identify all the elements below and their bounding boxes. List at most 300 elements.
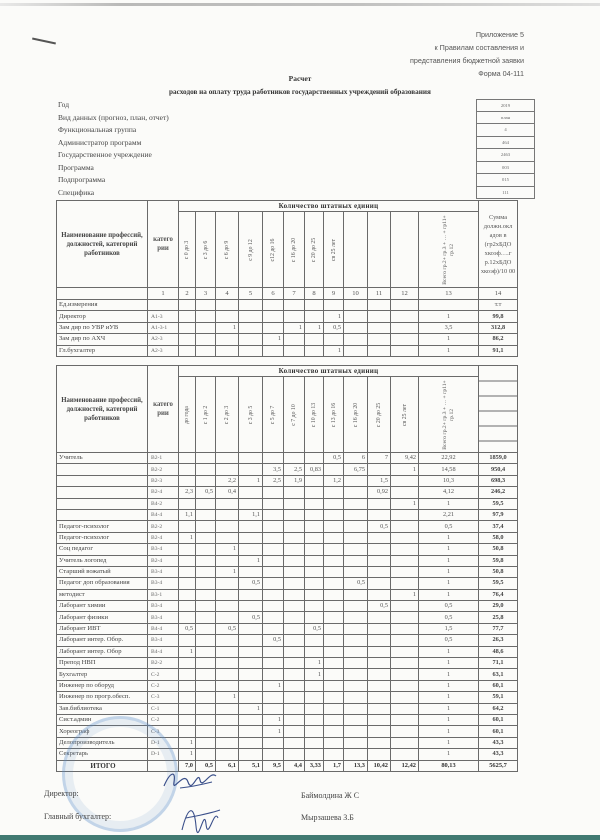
table-row xyxy=(57,311,518,322)
row-value: 1 xyxy=(179,646,196,657)
header-sum xyxy=(479,366,518,453)
row-total: 10,3 xyxy=(419,475,479,486)
row-name: Лаборант физики xyxy=(57,612,148,623)
row-value: 1 xyxy=(179,749,196,760)
row-total: 0,5 xyxy=(419,635,479,646)
accountant-name: Мырзашева З.Б xyxy=(301,813,354,822)
row-sum: 71,1 xyxy=(479,658,518,669)
table-row xyxy=(57,464,518,475)
row-value: 1,1 xyxy=(239,509,263,520)
table-row xyxy=(57,555,518,566)
row-category: В3-4 xyxy=(148,612,179,623)
row-value: 0,5 xyxy=(324,453,344,464)
row-value xyxy=(179,658,196,669)
row-sum: 63,1 xyxy=(479,669,518,680)
index-cell: 4 xyxy=(216,288,239,300)
meta-row xyxy=(56,162,546,175)
row-value xyxy=(179,498,196,509)
row-value xyxy=(179,589,196,600)
row-value xyxy=(344,532,368,543)
row-total: 1 xyxy=(419,498,479,509)
row-value xyxy=(305,311,324,322)
row-category: В2-1 xyxy=(148,453,179,464)
row-value xyxy=(391,726,419,737)
row-value xyxy=(305,566,324,577)
column-header-label: с 1 до 2 xyxy=(202,405,209,424)
row-total: 1 xyxy=(419,544,479,555)
row-category: А2-3 xyxy=(148,334,179,345)
row-category: С-3 xyxy=(148,692,179,703)
row-value xyxy=(239,498,263,509)
row-sum: 59,5 xyxy=(479,498,518,509)
row-value xyxy=(284,646,305,657)
row-value xyxy=(179,635,196,646)
row-value xyxy=(344,703,368,714)
row-total: 1 xyxy=(419,714,479,725)
row-value: 2,2 xyxy=(216,475,239,486)
index-cell: 12 xyxy=(391,288,419,300)
table-row xyxy=(57,669,518,680)
row-value: 13,3 xyxy=(344,760,368,771)
row-value xyxy=(239,669,263,680)
row-value xyxy=(196,475,216,486)
column-header xyxy=(368,212,391,288)
row-value xyxy=(239,635,263,646)
column-header-label: с 2 до 3 xyxy=(224,405,230,424)
header-category: катего рии xyxy=(148,201,179,288)
row-value xyxy=(344,322,368,333)
table-row xyxy=(57,453,518,464)
index-cell: 1 xyxy=(148,288,179,300)
row-value xyxy=(263,487,284,498)
row-value xyxy=(284,566,305,577)
row-total: 3,5 xyxy=(419,322,479,333)
table-row xyxy=(57,635,518,646)
column-header-label xyxy=(400,216,410,284)
document-title: Расчет xyxy=(288,74,312,83)
row-value xyxy=(368,334,391,345)
row-total: 1,5 xyxy=(419,623,479,634)
table-row xyxy=(57,521,518,532)
row-value xyxy=(179,703,196,714)
row-value xyxy=(344,555,368,566)
row-category: В2-2 xyxy=(148,464,179,475)
row-name: Зам дир по УВР иУВ xyxy=(57,322,148,333)
row-value: 1 xyxy=(305,322,324,333)
column-header xyxy=(344,212,368,288)
row-value xyxy=(344,566,368,577)
row-name xyxy=(57,509,148,520)
row-value xyxy=(368,464,391,475)
row-value xyxy=(284,635,305,646)
index-cell: 10 xyxy=(344,288,368,300)
row-value xyxy=(196,612,216,623)
header-group: Количество штатных единиц xyxy=(179,201,479,212)
row-value xyxy=(216,334,239,345)
row-sum: 50,8 xyxy=(479,544,518,555)
row-value xyxy=(216,612,239,623)
row-value xyxy=(239,623,263,634)
row-category: В3-1 xyxy=(148,589,179,600)
row-value xyxy=(196,453,216,464)
row-value xyxy=(196,578,216,589)
column-header-label: с 3 до 5 xyxy=(247,405,254,424)
row-name: Препод НВП xyxy=(57,658,148,669)
empty-cell xyxy=(368,300,391,311)
column-header xyxy=(391,377,419,453)
row-name: Педагог-психолог xyxy=(57,521,148,532)
row-value xyxy=(263,578,284,589)
row-name: Лаборант интер. Обор xyxy=(57,646,148,657)
column-header-label: с 0 до 3 xyxy=(184,240,190,259)
row-value xyxy=(239,453,263,464)
row-value: 6,75 xyxy=(344,464,368,475)
row-value xyxy=(196,322,216,333)
row-value: 7 xyxy=(368,453,391,464)
row-name: Хореограф xyxy=(57,726,148,737)
row-value xyxy=(263,555,284,566)
row-value xyxy=(196,345,216,356)
row-value xyxy=(391,658,419,669)
row-total: 0,5 xyxy=(419,601,479,612)
row-value: 1 xyxy=(284,322,305,333)
row-value xyxy=(305,498,324,509)
meta-value: 2019 xyxy=(476,99,535,112)
row-value xyxy=(391,521,419,532)
meta-label: Подпрограмма xyxy=(58,175,106,184)
row-value xyxy=(179,726,196,737)
row-value xyxy=(216,635,239,646)
row-value xyxy=(368,714,391,725)
empty-cell xyxy=(391,300,419,311)
row-value: 1 xyxy=(216,692,239,703)
index-cell: 13 xyxy=(419,288,479,300)
meta-value: план xyxy=(476,112,535,125)
meta-label: Вид данных (прогноз, план, отчет) xyxy=(58,112,169,122)
row-value: 0,5 xyxy=(368,521,391,532)
accountant-signature xyxy=(176,800,226,834)
row-value xyxy=(305,714,324,725)
row-sum: 312,8 xyxy=(479,322,518,333)
row-total: 1 xyxy=(419,311,479,322)
row-value xyxy=(196,334,216,345)
table-row xyxy=(57,322,518,333)
meta-value: 111 xyxy=(476,187,535,200)
row-total: 1 xyxy=(419,532,479,543)
row-value xyxy=(324,566,344,577)
row-value: 5,1 xyxy=(239,760,263,771)
meta-row xyxy=(56,124,546,137)
index-cell: 9 xyxy=(324,288,344,300)
row-sum: 25,8 xyxy=(479,612,518,623)
row-value xyxy=(196,703,216,714)
column-header-label: с 16 до 20 xyxy=(352,402,359,427)
appendix-note xyxy=(410,28,524,80)
column-header xyxy=(239,212,263,288)
row-value xyxy=(324,669,344,680)
row-value xyxy=(284,498,305,509)
row-sum: 43,3 xyxy=(479,737,518,748)
row-value xyxy=(324,726,344,737)
row-value xyxy=(284,612,305,623)
row-value xyxy=(263,322,284,333)
row-value xyxy=(324,635,344,646)
row-value xyxy=(344,623,368,634)
row-value xyxy=(216,737,239,748)
scan-edge-line xyxy=(0,3,600,6)
table-row xyxy=(57,532,518,543)
row-value xyxy=(305,578,324,589)
row-value: 1 xyxy=(179,737,196,748)
row-value xyxy=(344,612,368,623)
column-header-total-label: Всего гр.2+ гр.3 + … + гр11+ гр.12 xyxy=(441,214,455,285)
index-cell: 11 xyxy=(368,288,391,300)
row-value: 6,1 xyxy=(216,760,239,771)
row-value xyxy=(239,521,263,532)
row-value xyxy=(196,601,216,612)
row-value xyxy=(284,726,305,737)
row-value xyxy=(391,475,419,486)
row-total: 1 xyxy=(419,692,479,703)
header-row xyxy=(57,366,518,377)
row-category: А1-3-1 xyxy=(148,322,179,333)
staff-table-management xyxy=(56,200,518,357)
empty-cell xyxy=(148,300,179,311)
row-value xyxy=(344,749,368,760)
row-value xyxy=(263,509,284,520)
row-value xyxy=(216,345,239,356)
row-category: С-2 xyxy=(148,669,179,680)
row-value xyxy=(305,646,324,657)
row-value xyxy=(239,726,263,737)
row-category: В3-4 xyxy=(148,601,179,612)
column-header xyxy=(344,377,368,453)
row-value xyxy=(284,334,305,345)
row-name: Зав.библиотека xyxy=(57,703,148,714)
row-value xyxy=(179,345,196,356)
row-value xyxy=(344,475,368,486)
table-row xyxy=(57,334,518,345)
row-value xyxy=(284,680,305,691)
row-value xyxy=(368,532,391,543)
row-value xyxy=(284,658,305,669)
row-value xyxy=(368,680,391,691)
row-value xyxy=(324,578,344,589)
row-value xyxy=(216,532,239,543)
row-value xyxy=(368,566,391,577)
row-value xyxy=(305,544,324,555)
row-value xyxy=(368,555,391,566)
row-value xyxy=(216,555,239,566)
row-value xyxy=(263,601,284,612)
column-header xyxy=(324,212,344,288)
row-value xyxy=(305,635,324,646)
row-value xyxy=(196,658,216,669)
row-value xyxy=(179,544,196,555)
row-value: 0,5 xyxy=(216,623,239,634)
row-value xyxy=(324,589,344,600)
row-value xyxy=(391,566,419,577)
meta-row xyxy=(56,137,546,150)
row-sum: 5625,7 xyxy=(479,760,518,771)
row-value xyxy=(216,714,239,725)
row-value xyxy=(196,544,216,555)
column-header-label xyxy=(374,216,384,284)
row-value xyxy=(324,714,344,725)
meta-value: 015 xyxy=(476,174,535,187)
row-value xyxy=(196,589,216,600)
meta-row xyxy=(56,112,546,125)
row-value: 1,1 xyxy=(179,509,196,520)
row-value xyxy=(196,714,216,725)
column-header-label xyxy=(351,216,361,284)
row-value xyxy=(305,680,324,691)
meta-value: 464 xyxy=(476,137,535,150)
row-value xyxy=(179,555,196,566)
column-header-label: с 20 до 25 xyxy=(311,237,317,262)
row-value xyxy=(324,464,344,475)
row-value xyxy=(305,532,324,543)
header-group: Количество штатных единиц xyxy=(179,366,479,377)
column-header-total xyxy=(419,377,479,453)
row-value: 2,5 xyxy=(263,475,284,486)
row-value xyxy=(263,623,284,634)
row-value xyxy=(284,544,305,555)
unit-value: т.т xyxy=(479,300,518,311)
row-value xyxy=(284,749,305,760)
row-value xyxy=(391,635,419,646)
table-row xyxy=(57,498,518,509)
column-header-label: с 7 до 10 xyxy=(291,403,297,426)
row-total: 1 xyxy=(419,669,479,680)
row-value xyxy=(179,692,196,703)
row-value xyxy=(391,532,419,543)
row-total: 1 xyxy=(419,703,479,714)
row-value xyxy=(344,521,368,532)
row-name xyxy=(57,487,148,498)
row-name: методист xyxy=(57,589,148,600)
row-total: 0,5 xyxy=(419,521,479,532)
row-value xyxy=(179,669,196,680)
row-sum: 48,6 xyxy=(479,646,518,657)
row-value xyxy=(368,646,391,657)
row-value xyxy=(216,453,239,464)
row-total: 1 xyxy=(419,555,479,566)
index-cell: 7 xyxy=(284,288,305,300)
director-name: Баймолдина Ж С xyxy=(301,791,360,800)
row-value xyxy=(344,635,368,646)
row-value xyxy=(368,623,391,634)
row-value xyxy=(305,475,324,486)
column-index-row xyxy=(57,288,518,300)
table-row xyxy=(57,566,518,577)
row-value xyxy=(179,453,196,464)
row-value xyxy=(216,703,239,714)
total-row xyxy=(57,760,518,771)
column-header-total xyxy=(419,212,479,288)
row-value xyxy=(263,311,284,322)
table-row xyxy=(57,612,518,623)
meta-value: 4 xyxy=(476,124,535,137)
row-value xyxy=(284,578,305,589)
row-value xyxy=(216,669,239,680)
row-sum: 29,0 xyxy=(479,601,518,612)
unit-row xyxy=(57,300,518,311)
row-value: 0,92 xyxy=(368,487,391,498)
row-value xyxy=(305,334,324,345)
row-value xyxy=(179,521,196,532)
row-value xyxy=(324,555,344,566)
row-value xyxy=(179,680,196,691)
row-sum: 246,2 xyxy=(479,487,518,498)
row-value xyxy=(391,703,419,714)
row-name: Делопроизводитель xyxy=(57,737,148,748)
row-value xyxy=(368,658,391,669)
row-sum: 59,8 xyxy=(479,555,518,566)
row-value xyxy=(179,311,196,322)
row-category xyxy=(148,760,179,771)
table-row xyxy=(57,714,518,725)
row-category: А2-3 xyxy=(148,345,179,356)
row-value xyxy=(324,509,344,520)
row-value xyxy=(179,475,196,486)
row-value: 1 xyxy=(239,475,263,486)
row-name: Секретарь xyxy=(57,749,148,760)
row-value: 0,5 xyxy=(344,578,368,589)
row-value xyxy=(239,658,263,669)
row-value xyxy=(263,737,284,748)
row-value xyxy=(216,589,239,600)
row-value xyxy=(391,714,419,725)
row-value xyxy=(324,749,344,760)
row-value: 1 xyxy=(216,566,239,577)
row-value xyxy=(391,322,419,333)
row-value xyxy=(344,726,368,737)
row-value: 0,5 xyxy=(239,578,263,589)
header-name: Наименование профессий, должностей, категорий работников xyxy=(57,201,148,288)
column-header xyxy=(305,377,324,453)
row-value xyxy=(179,578,196,589)
row-sum: 59,1 xyxy=(479,692,518,703)
row-value xyxy=(368,703,391,714)
row-value xyxy=(284,532,305,543)
row-value: 1 xyxy=(179,532,196,543)
row-value: 1 xyxy=(263,334,284,345)
row-sum: 76,4 xyxy=(479,589,518,600)
empty-cell xyxy=(263,300,284,311)
row-total: 1 xyxy=(419,658,479,669)
row-sum: 77,7 xyxy=(479,623,518,634)
row-name: Инженер по прогр.обесп. xyxy=(57,692,148,703)
row-value xyxy=(344,646,368,657)
row-value xyxy=(239,749,263,760)
row-category: В2-4 xyxy=(148,555,179,566)
row-value xyxy=(324,487,344,498)
row-value xyxy=(368,509,391,520)
row-value xyxy=(263,566,284,577)
row-value xyxy=(391,311,419,322)
row-value xyxy=(263,669,284,680)
row-value xyxy=(239,737,263,748)
row-value xyxy=(216,464,239,475)
column-header-label: св 25 лет xyxy=(401,403,408,426)
row-value xyxy=(239,601,263,612)
appendix-line: Приложение 5 xyxy=(475,30,524,39)
row-sum: 97,9 xyxy=(479,509,518,520)
row-name xyxy=(57,464,148,475)
row-value xyxy=(324,692,344,703)
row-sum: 37,4 xyxy=(479,521,518,532)
